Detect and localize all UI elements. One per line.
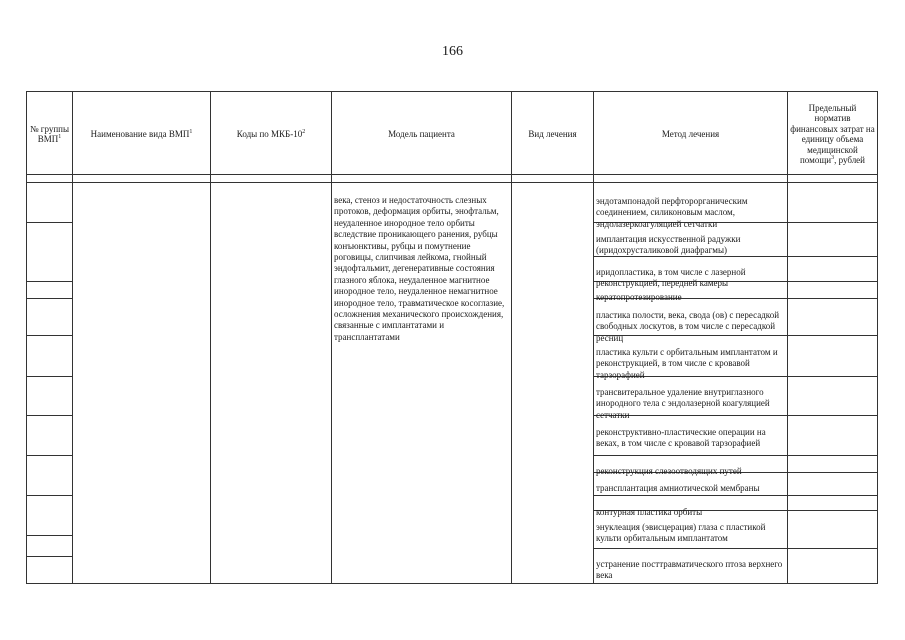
header-treatment-type: Вид лечения [512,92,594,176]
header-group-no: № группы ВМП$^1$ [27,92,73,176]
header-patient-model: Модель пациента [332,92,512,176]
vmp-table: № группы ВМП$^1$ Наименование вида ВМП$^1$ Коды по МКБ-$10^2$ Модель пациента Вид лечения Метод лечения Предельный норматив финансовых затрат на единицу объема медицинской помощи$^3$, рублей века, стеноз и недостаточность слезных протоков, деформация орбиты, энофтальм, неудаленное инородное тело орбиты вследствие проникающего ранения, рубцы конъюнктивы, рубцы и помутнение роговицы, слипчивая лейкома, гнойный эндофтальмит, дегенеративные состояния глазного яблока, неудаленное магнитное инородное тело, неудаленное немагнитное инородное тело, травматическое косоглазие, осложнения механического происхождения, связанные с имплантатами и трансплантатами эндотампонадой перфторорганическим соединением, силиконовым маслом, эндолазеркоагуляцией сетчатки имплантация искусственной радужки (иридохрусталиковой диафрагмы) иридопластика, в том числе с лазерной реконструкцией, передней камеры кератопротезирование пластика полости, века, свода (ов) с пересадкой свободных лоскутов, в том числе с пересадкой ресниц пластика культи с орбитальным имплантатом и реконструкцией, в том числе с кровавой тарзорафией трансвитеральное удаление внутриглазного инородного тела с эндолазерной коагуляцией сетчатки реконструктивно-пластические операции на веках, в том числе с кровавой тарзорафией реконструкция слезоотводящих путей трансплантация амниотической мембраны контурная пластика орбиты энуклеация (эвисцерация) глаза с пластикой культи орбитальным имплантатом устранение посттравматического птоза верхнего века [26,91,878,584]
patient-model-text: века, стеноз и недостаточность слезных протоков, деформация орбиты, энофтальм, неудаленное инородное тело орбиты вследствие проникающего ранения, рубцы конъюнктивы, рубцы и помутнение роговицы, слипчивая лейкома, гнойный эндофтальмит, дегенеративные состояния глазного яблока, неудаленное магнитное инородное тело, неудаленное немагнитное инородное тело, травматическое косоглазие, осложнения механического происхождения, связанные с имплантатами и трансплантатами [334,195,505,342]
header-vmp-name: Наименование вида ВМП$^1$ [73,92,211,176]
page-number: 166 [442,44,463,59]
header-cost-norm: Предельный норматив финансовых затрат на единицу объема медицинской помощи$^3$, рублей [790,102,875,165]
header-treatment-method: Метод лечения [594,92,788,176]
header-mkb-codes: Коды по МКБ-$10^2$ [211,92,332,176]
spacer-row [26,175,878,183]
table-header [26,91,878,175]
